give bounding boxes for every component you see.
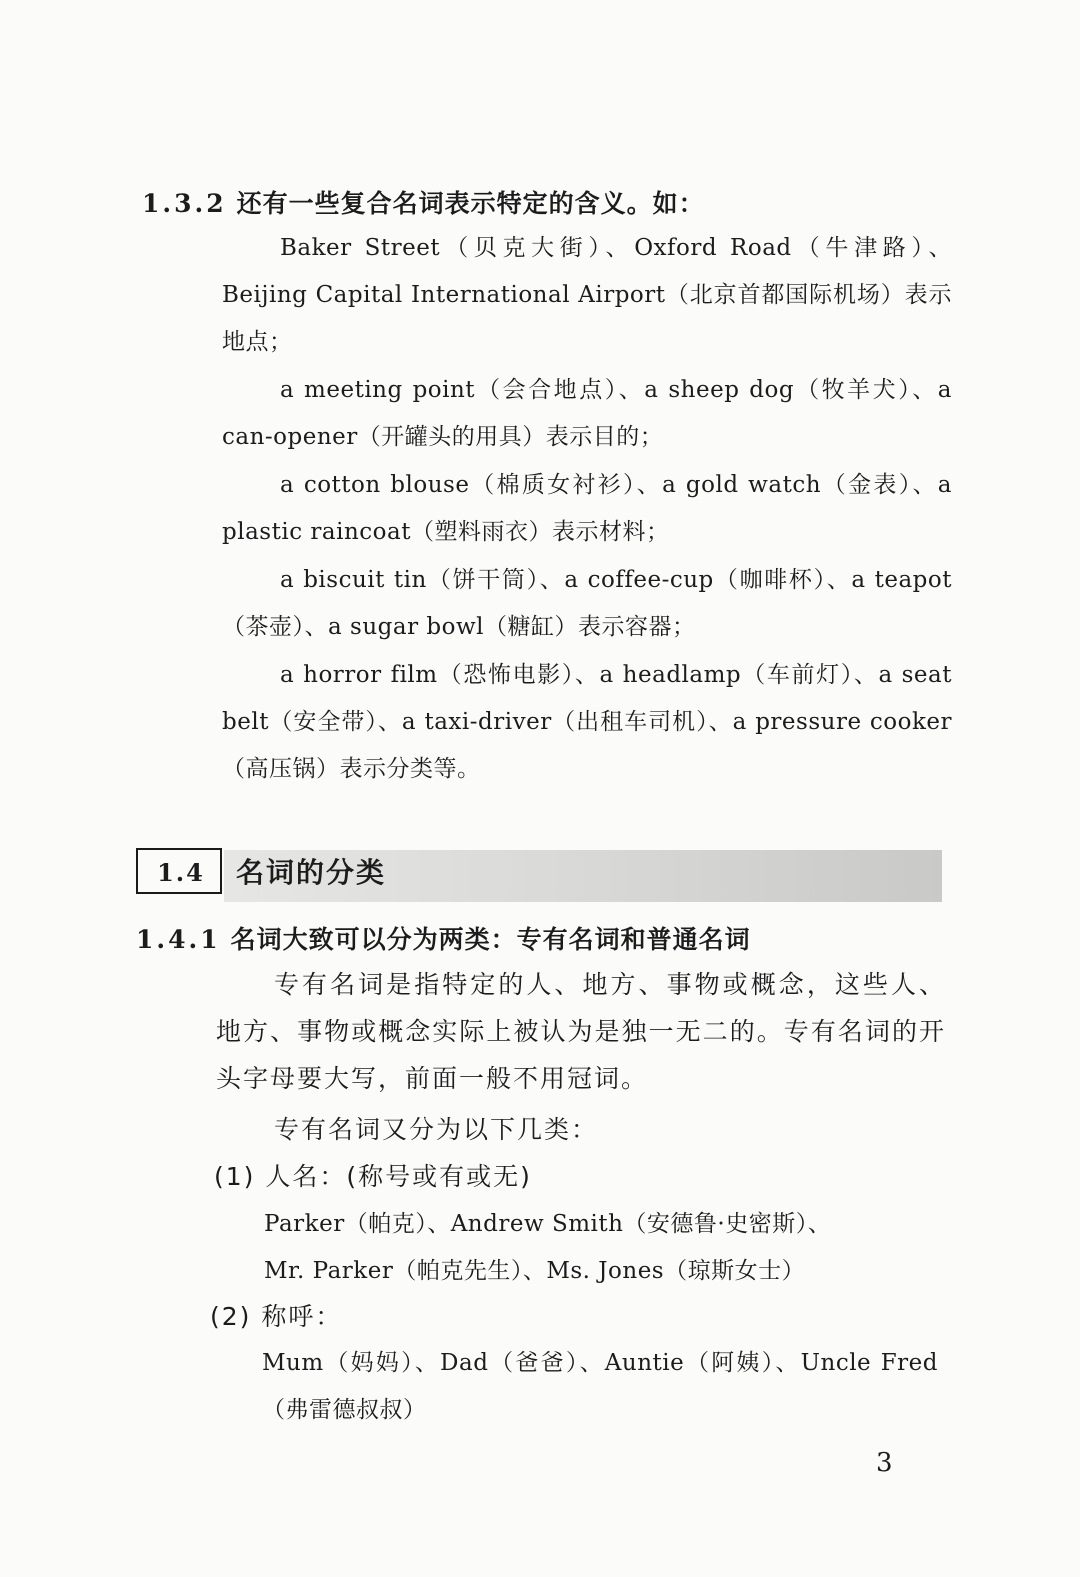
list-item-forms-of-address: Mum（妈妈）、Dad（爸爸）、Auntie（阿姨）、Uncle Fred（弗雷德叔叔） [262,1350,938,1423]
paragraph-proper-noun-definition: 专有名词是指特定的人、地方、事物或概念，这些人、地方、事物或概念实际上被认为是独一无二的。专有名词的开头字母要大写，前面一般不用冠词。 [216,970,946,1093]
subsection-title: 还有一些复合名词表示特定的含义。如： [236,189,705,218]
paragraph-classification: a horror film（恐怖电影）、a headlamp（车前灯）、a seat belt（安全带）、a taxi-driver（出租车司机）、a pressure cooker（高压锅）表示分类等。 [222,662,952,782]
subsection-heading-1-4-1 [136,920,751,956]
list-item-label-names: (1) 人名：(称号或有或无) [214,1162,532,1191]
subsection-heading-1-3-2 [142,184,705,220]
paragraph-purpose: a meeting point（会合地点）、a sheep dog（牧羊犬）、a can-opener（开罐头的用具）表示目的； [222,377,952,450]
list-item-names-line-1: Parker（帕克）、Andrew Smith（安德鲁·史密斯）、 [264,1211,832,1237]
section-title: 名词的分类 [236,856,387,889]
section-number: 1.4 [157,858,205,887]
subsection-number: 1.3.2 [142,189,227,218]
subsection-number: 1.4.1 [136,925,221,954]
paragraph-material: a cotton blouse（棉质女衬衫）、a gold watch（金表）、a plastic raincoat（塑料雨衣）表示材料； [222,472,952,545]
section-banner-1-4 [136,848,942,903]
subsection-title: 名词大致可以分为两类：专有名词和普通名词 [230,925,751,954]
page-number: 3 [876,1448,893,1478]
list-item-label-forms-of-address: (2) 称呼： [210,1302,343,1331]
list-item-names-line-2: Mr. Parker（帕克先生）、Ms. Jones（琼斯女士） [264,1258,806,1284]
paragraph-proper-noun-types: 专有名词又分为以下几类： [274,1115,599,1144]
section-number-box [136,848,222,894]
paragraph-locations: Baker Street（贝克大街）、Oxford Road（牛津路）、Beijing Capital International Airport（北京首都国际机场）表示地点； [222,235,952,355]
paragraph-container: a biscuit tin（饼干筒）、a coffee-cup（咖啡杯）、a teapot（茶壶）、a sugar bowl（糖缸）表示容器； [222,567,952,640]
